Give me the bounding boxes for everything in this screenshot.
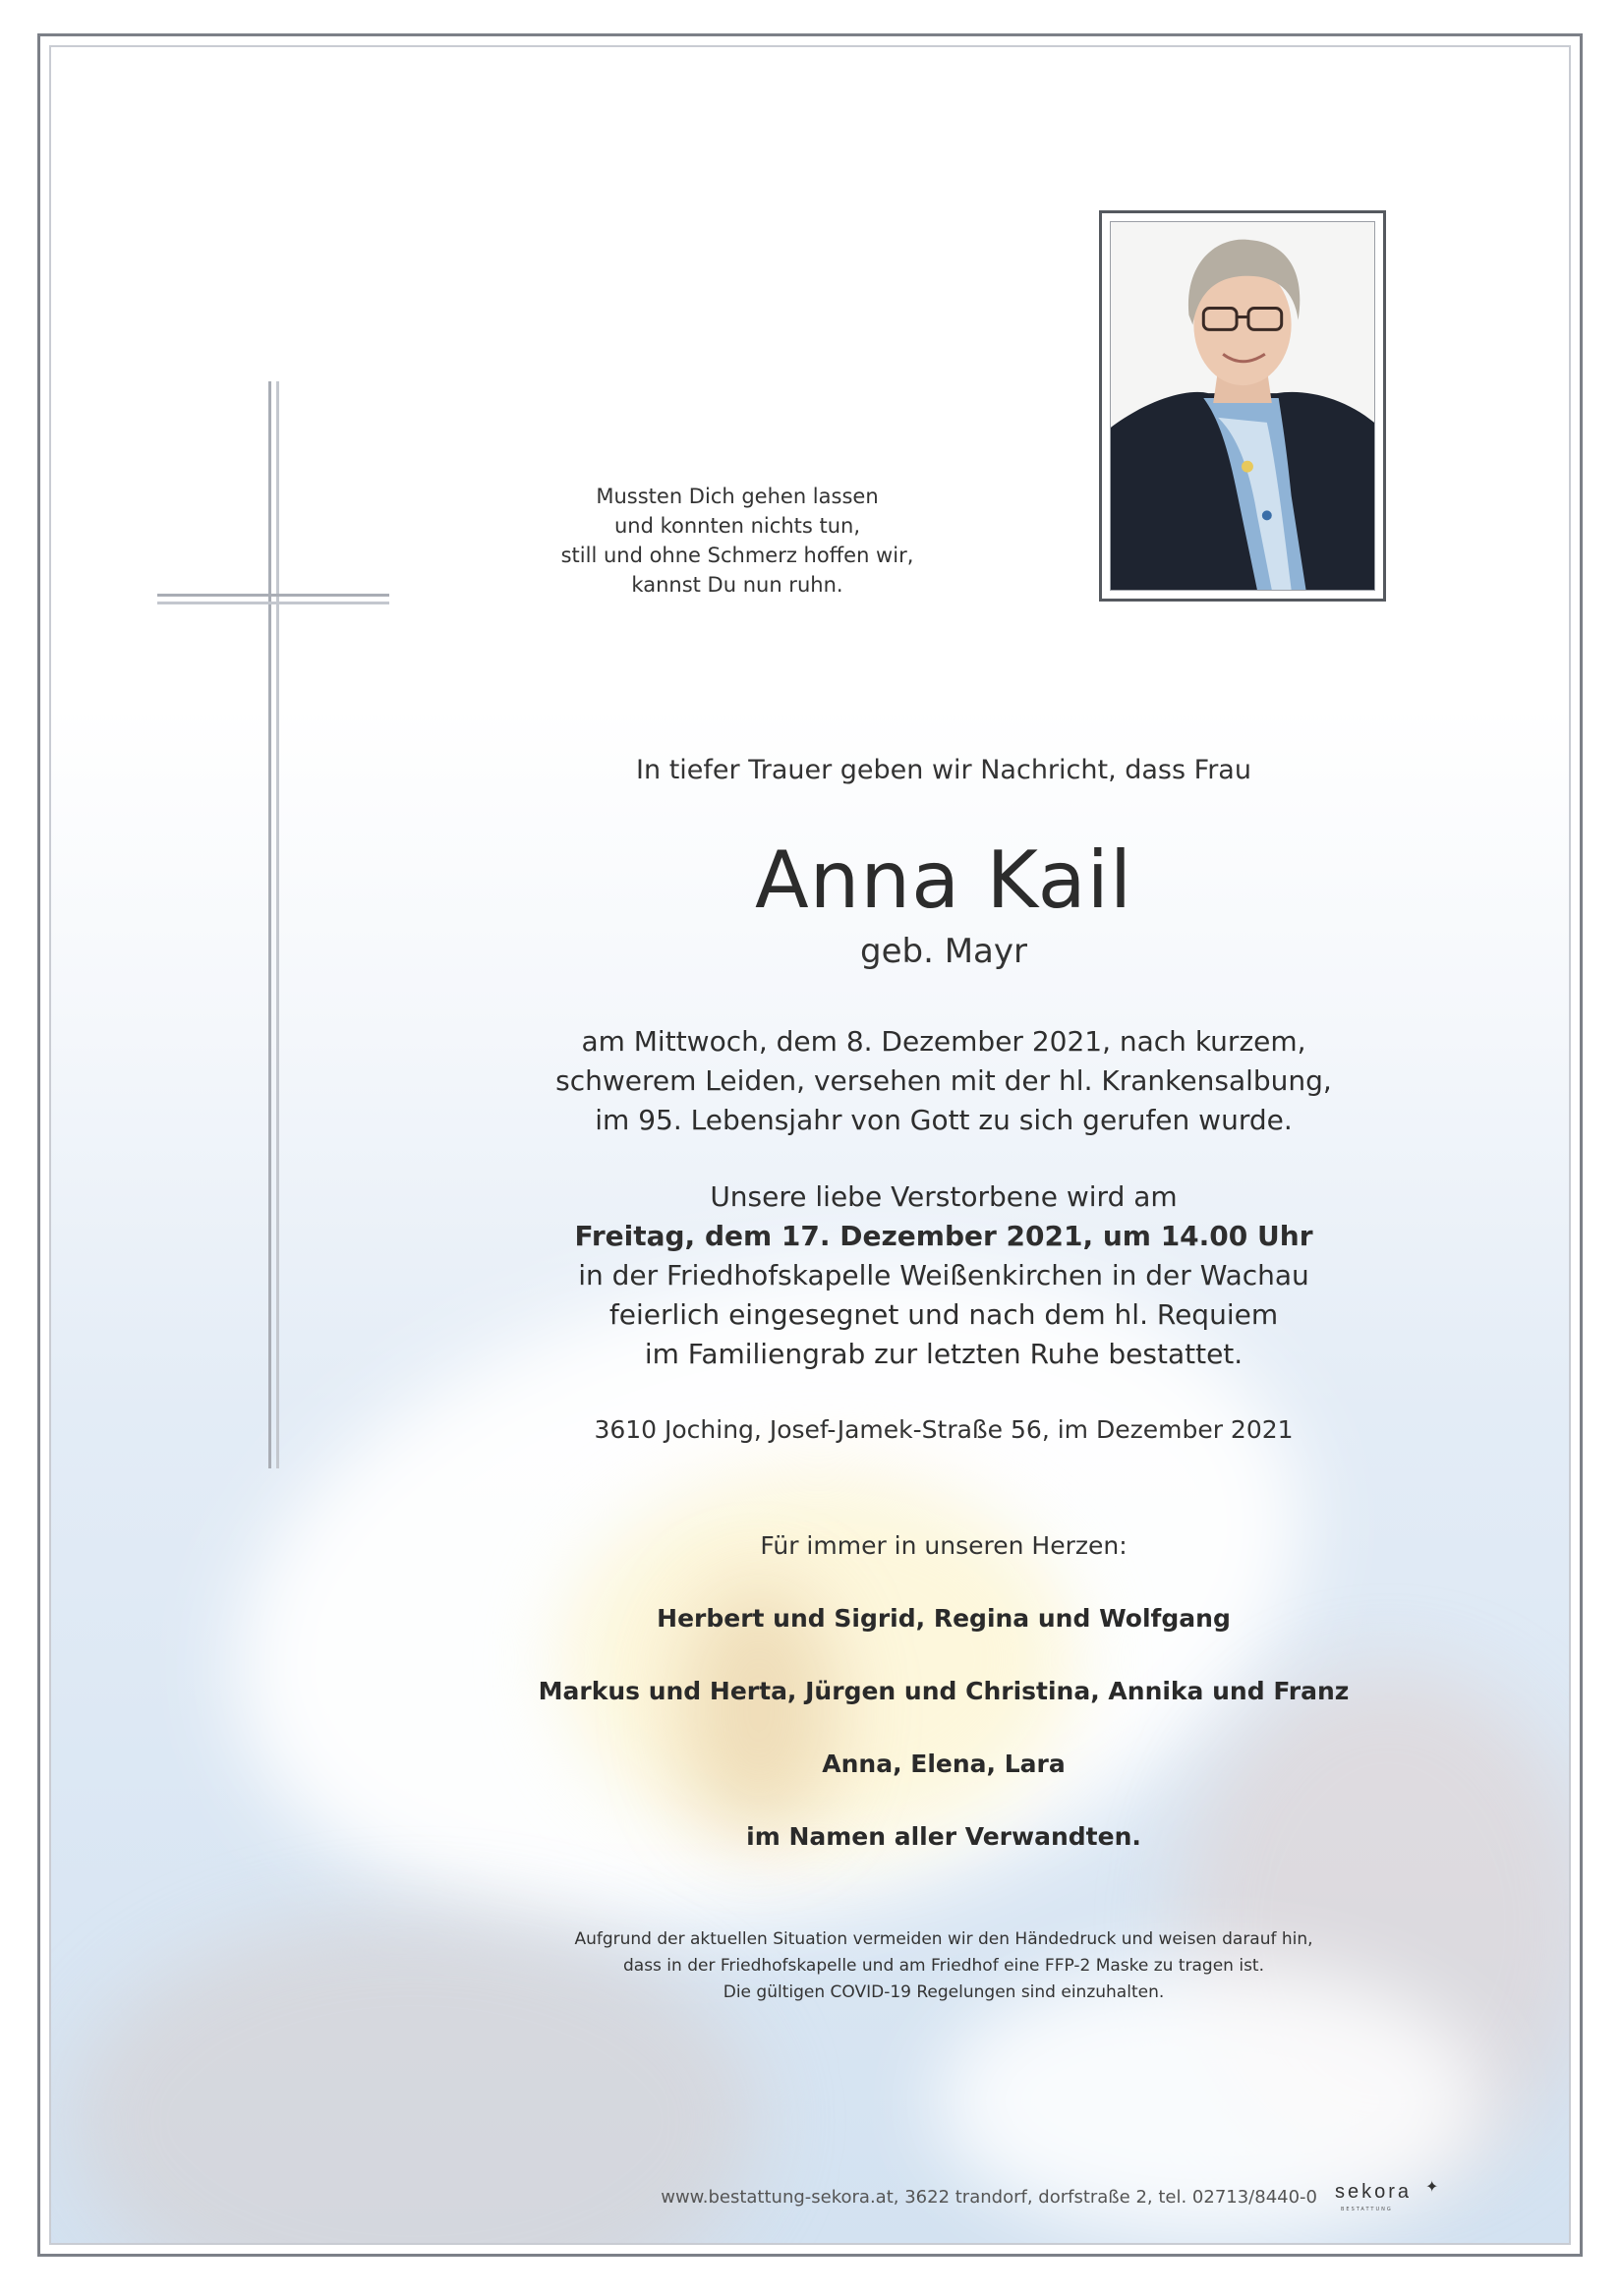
mourner-group: Markus und Herta, Jürgen und Christina, Annika und Franz <box>538 1677 1350 1705</box>
funeral-line: Unsere liebe Verstorbene wird am <box>710 1180 1178 1213</box>
funeral-line: feierlich eingesegnet und nach dem hl. Requiem <box>608 1298 1279 1331</box>
funeral-home-logo <box>1335 2177 1443 2216</box>
passing-line: im 95. Lebensjahr von Gott zu sich gerufen wurde. <box>595 1104 1293 1136</box>
verse-line: still und ohne Schmerz hoffen wir, <box>560 544 914 567</box>
passing-line: schwerem Leiden, versehen mit der hl. Krankensalbung, <box>555 1064 1332 1097</box>
notice-line: Die gültigen COVID-19 Regelungen sind einzuhalten. <box>723 1982 1165 2002</box>
passing-info <box>452 1022 1435 1140</box>
logo-subtitle: BESTATTUNG <box>1341 2207 1393 2212</box>
mourners-heading: Für immer in unseren Herzen: <box>760 1531 1128 1560</box>
notice-line: dass in der Friedhofskapelle und am Friedhof eine FFP-2 Maske zu tragen ist. <box>622 1956 1264 1976</box>
bird-icon: ✦ <box>1425 2177 1439 2196</box>
mourner-group: Anna, Elena, Lara <box>822 1750 1066 1778</box>
verse <box>531 482 944 600</box>
verse-line: und konnten nichts tun, <box>613 514 861 538</box>
funeral-datetime: Freitag, dem 17. Dezember 2021, um 14.00 Uhr <box>574 1220 1313 1252</box>
verse-line: Mussten Dich gehen lassen <box>596 485 879 508</box>
covid-notice <box>452 1926 1435 2006</box>
place-date: 3610 Joching, Josef-Jamek-Straße 56, im Dezember 2021 <box>594 1415 1294 1444</box>
funeral-info <box>452 1177 1435 1374</box>
verse-line: kannst Du nun ruhn. <box>631 573 843 597</box>
funeral-line: im Familiengrab zur letzten Ruhe bestattet. <box>644 1338 1244 1370</box>
footer-contact: www.bestattung-sekora.at, 3622 trandorf, dorfstraße 2, tel. 02713/8440-0 <box>661 2187 1317 2208</box>
intro-text: In tiefer Trauer geben wir Nachricht, dass Frau <box>636 755 1251 785</box>
passing-line: am Mittwoch, dem 8. Dezember 2021, nach kurzem, <box>581 1025 1306 1058</box>
maiden-name: geb. Mayr <box>860 932 1027 971</box>
portrait-image <box>1111 222 1374 590</box>
portrait-photo <box>1099 210 1386 602</box>
mourner-group: Herbert und Sigrid, Regina und Wolfgang <box>657 1604 1231 1633</box>
deceased-name: Anna Kail <box>754 834 1133 926</box>
logo-wordmark: sekora <box>1335 2181 1413 2203</box>
notice-line: Aufgrund der aktuellen Situation vermeiden wir den Händedruck und weisen darauf hin, <box>574 1929 1313 1949</box>
mourner-group: im Namen aller Verwandten. <box>746 1822 1141 1851</box>
funeral-line: in der Friedhofskapelle Weißenkirchen in der Wachau <box>578 1259 1309 1292</box>
